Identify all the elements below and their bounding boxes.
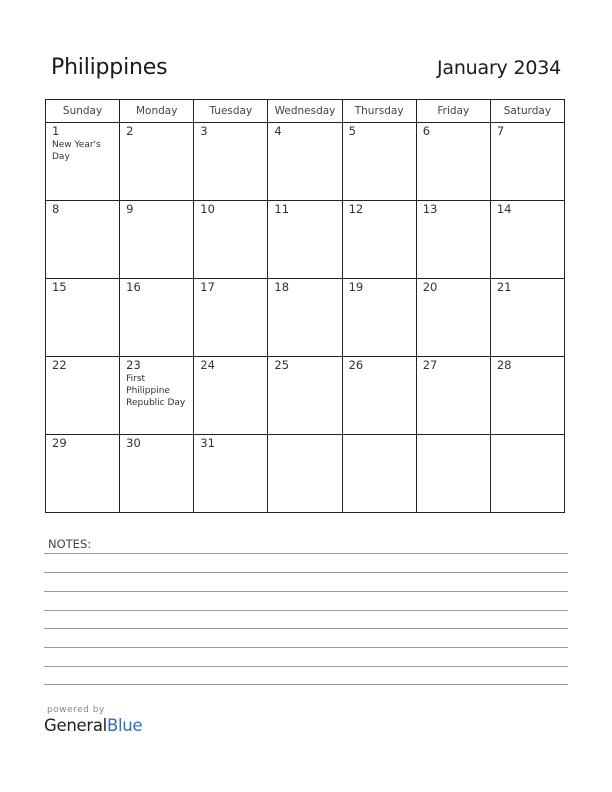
day-cell xyxy=(46,201,120,279)
note-line xyxy=(44,610,568,611)
note-line xyxy=(44,666,568,667)
day-cell xyxy=(416,435,490,513)
day-cell xyxy=(120,435,194,513)
weekday-header: Sunday xyxy=(46,100,120,123)
powered-by-label: powered by xyxy=(47,705,105,715)
day-number: 14 xyxy=(496,202,512,216)
day-cell xyxy=(268,123,342,201)
day-cell xyxy=(268,435,342,513)
day-number: 9 xyxy=(126,202,134,216)
day-number: 3 xyxy=(200,124,208,138)
day-number: 22 xyxy=(52,358,67,372)
day-cell xyxy=(120,123,194,201)
day-cell xyxy=(416,357,490,435)
week-row xyxy=(46,279,565,357)
day-number: 12 xyxy=(348,202,364,216)
day-cell xyxy=(194,123,268,201)
note-line xyxy=(44,684,568,685)
week-row xyxy=(46,435,565,513)
day-number: 20 xyxy=(422,280,438,294)
day-cell xyxy=(268,201,342,279)
day-number: 23 xyxy=(126,358,141,372)
day-cell xyxy=(342,201,416,279)
day-cell xyxy=(46,435,120,513)
note-line xyxy=(44,591,568,592)
brand-main-text: General xyxy=(44,716,107,735)
generalblue-logo xyxy=(44,716,142,735)
weekday-header: Saturday xyxy=(490,100,564,123)
day-number: 13 xyxy=(422,202,438,216)
holiday-label: New Year's Day xyxy=(52,140,101,162)
day-cell xyxy=(342,435,416,513)
day-cell xyxy=(268,279,342,357)
day-number: 19 xyxy=(348,280,364,294)
day-cell xyxy=(46,279,120,357)
day-cell xyxy=(120,201,194,279)
day-cell xyxy=(268,357,342,435)
day-cell xyxy=(490,357,564,435)
day-number: 7 xyxy=(496,124,505,138)
day-number: 21 xyxy=(496,280,512,294)
day-number: 17 xyxy=(200,280,215,294)
day-number: 8 xyxy=(52,202,60,216)
note-line xyxy=(44,572,568,573)
day-cell xyxy=(416,123,490,201)
day-cell xyxy=(490,201,564,279)
day-cell xyxy=(46,357,120,435)
note-line xyxy=(44,553,568,554)
day-number: 27 xyxy=(422,358,438,372)
day-cell xyxy=(342,279,416,357)
day-number: 2 xyxy=(126,124,134,138)
day-cell xyxy=(120,357,194,435)
weekday-header: Monday xyxy=(120,100,194,123)
weekday-header-row xyxy=(46,100,565,123)
day-number: 26 xyxy=(348,358,364,372)
week-row xyxy=(46,357,565,435)
day-number: 11 xyxy=(274,202,290,216)
day-number: 31 xyxy=(200,436,215,450)
day-cell xyxy=(120,279,194,357)
day-cell xyxy=(416,201,490,279)
day-number: 28 xyxy=(496,358,512,372)
country-title: Philippines xyxy=(51,55,168,80)
day-number: 6 xyxy=(422,124,431,138)
day-number: 1 xyxy=(52,124,60,138)
notes-label: NOTES: xyxy=(48,537,92,551)
day-number: 29 xyxy=(52,436,67,450)
calendar-grid xyxy=(45,99,565,513)
day-cell xyxy=(194,201,268,279)
day-cell xyxy=(416,279,490,357)
weekday-header: Wednesday xyxy=(268,100,342,123)
day-cell xyxy=(46,123,120,201)
day-number: 18 xyxy=(274,280,290,294)
day-number: 4 xyxy=(274,124,282,138)
day-cell xyxy=(490,279,564,357)
month-title: January 2034 xyxy=(436,57,561,79)
day-cell xyxy=(342,357,416,435)
day-cell xyxy=(342,123,416,201)
day-number: 16 xyxy=(126,280,141,294)
day-cell xyxy=(194,279,268,357)
day-cell xyxy=(194,357,268,435)
day-number: 30 xyxy=(126,436,141,450)
day-number: 24 xyxy=(200,358,215,372)
holiday-label: First Philippine Republic Day xyxy=(126,374,186,408)
day-cell xyxy=(194,435,268,513)
day-cell xyxy=(490,435,564,513)
note-line xyxy=(44,628,568,629)
week-row xyxy=(46,201,565,279)
weekday-header: Friday xyxy=(416,100,490,123)
note-line xyxy=(44,647,568,648)
day-number: 10 xyxy=(200,202,215,216)
weekday-header: Thursday xyxy=(342,100,416,123)
brand-accent-text: Blue xyxy=(106,716,143,735)
week-row xyxy=(46,123,565,201)
weekday-header: Tuesday xyxy=(194,100,268,123)
day-number: 15 xyxy=(52,280,67,294)
day-number: 25 xyxy=(274,358,290,372)
day-cell xyxy=(490,123,564,201)
day-number: 5 xyxy=(348,124,356,138)
